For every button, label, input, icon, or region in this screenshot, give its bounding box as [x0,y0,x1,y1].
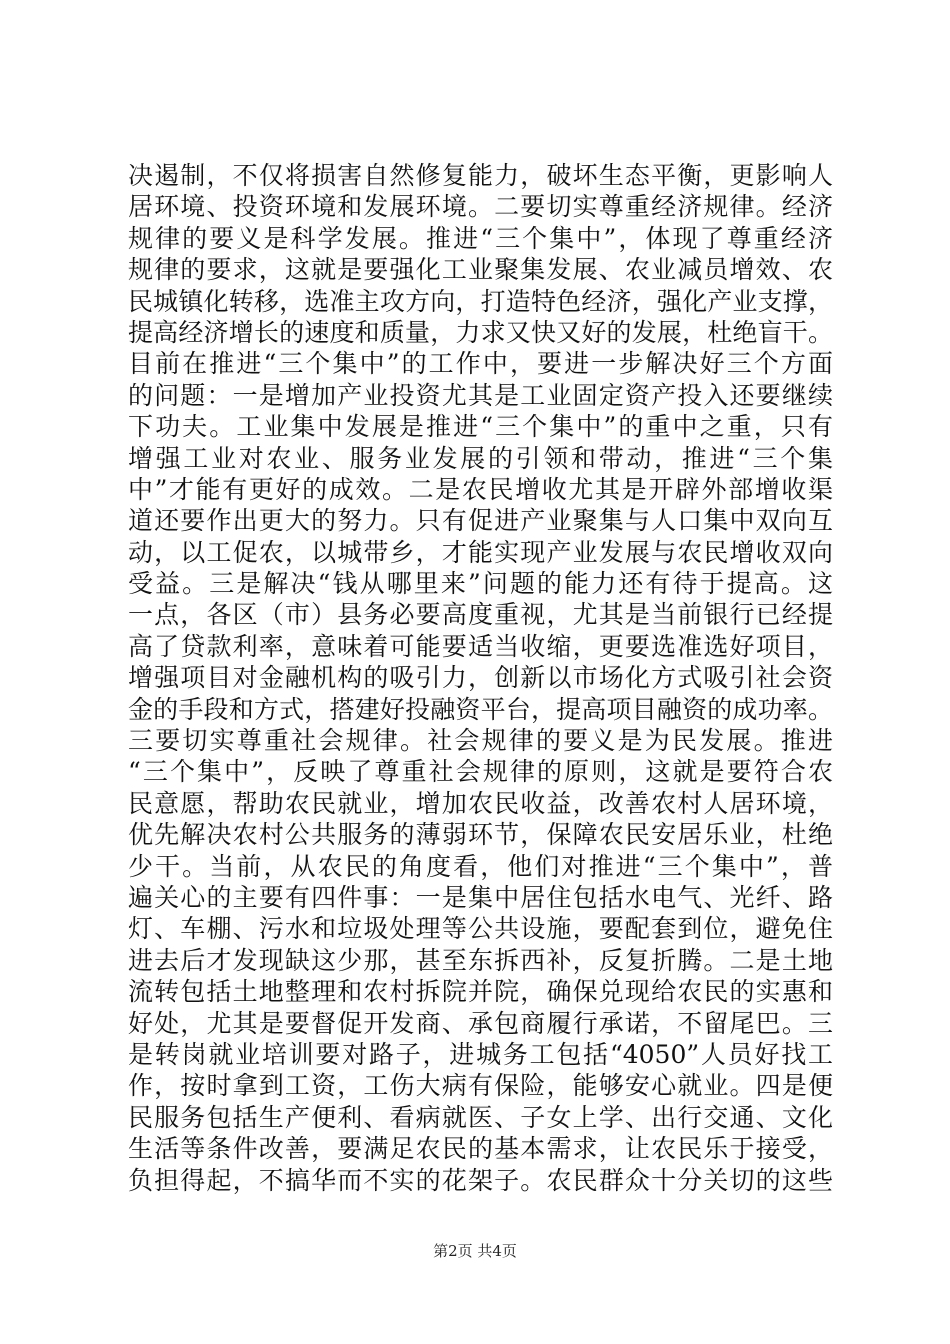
text-line: 居环境、投资环境和发展环境。二要切实尊重经济规律。经济 [128,192,833,222]
text-line: 金的手段和方式，搭建好投融资平台，提高项目融资的成功率。 [128,694,833,724]
text-line: 民意愿，帮助农民就业，增加农民收益，改善农村人居环境， [128,788,833,818]
text-line: 灯、车棚、污水和垃圾处理等公共设施，要配套到位，避免住 [128,914,833,944]
text-line: 规律的要求，这就是要强化工业聚集发展、农业减员增效、农 [128,255,833,285]
text-line: “三个集中”，反映了尊重社会规律的原则，这就是要符合农 [128,757,833,787]
text-line: 增强项目对金融机构的吸引力，创新以市场化方式吸引社会资 [128,663,833,693]
text-line: 动，以工促农，以城带乡，才能实现产业发展与农民增收双向 [128,537,833,567]
text-line: 三要切实尊重社会规律。社会规律的要义是为民发展。推进 [128,726,833,756]
page-footer: 第2页 共4页 [433,1242,517,1260]
text-line: 目前在推进“三个集中”的工作中，要进一步解决好三个方面 [128,349,833,379]
body-text [128,160,833,1196]
text-line: 提高经济增长的速度和质量，力求又快又好的发展，杜绝盲干。 [128,317,833,347]
text-line: 的问题：一是增加产业投资尤其是工业固定资产投入还要继续 [128,380,833,410]
text-line: 优先解决农村公共服务的薄弱环节，保障农民安居乐业，杜绝 [128,820,833,850]
text-line: 遍关心的主要有四件事：一是集中居住包括水电气、光纤、路 [128,882,833,912]
text-line: 流转包括土地整理和农村拆院并院，确保兑现给农民的实惠和 [128,977,833,1007]
text-line: 好处，尤其是要督促开发商、承包商履行承诺，不留尾巴。三 [128,1008,833,1038]
text-line: 作，按时拿到工资，工伤大病有保险，能够安心就业。四是便 [128,1071,833,1101]
text-line: 决遏制，不仅将损害自然修复能力，破坏生态平衡，更影响人 [128,161,833,190]
text-line: 下功夫。工业集中发展是推进“三个集中”的重中之重，只有 [128,412,833,442]
text-line: 受益。三是解决“钱从哪里来”问题的能力还有待于提高。这 [128,569,833,599]
text-line: 民服务包括生产便利、看病就医、子女上学、出行交通、文化 [128,1102,833,1132]
text-line: 规律的要义是科学发展。推进“三个集中”，体现了尊重经济 [128,223,833,253]
text-line: 高了贷款利率，意味着可能要适当收缩，更要选准选好项目， [128,631,833,661]
text-line: 增强工业对农业、服务业发展的引领和带动，推进“三个集 [128,443,833,473]
text-line: 进去后才发现缺这少那，甚至东拆西补，反复折腾。二是土地 [128,945,833,975]
text-line: 负担得起，不搞华而不实的花架子。农民群众十分关切的这些 [128,1165,833,1195]
text-line: 一点，各区（市）县务必要高度重视，尤其是当前银行已经提 [128,600,833,630]
text-line: 民城镇化转移，选准主攻方向，打造特色经济，强化产业支撑， [128,286,833,316]
text-line: 少干。当前，从农民的角度看，他们对推进“三个集中”，普 [128,851,833,881]
text-line: 生活等条件改善，要满足农民的基本需求，让农民乐于接受， [128,1134,833,1164]
text-line: 中”才能有更好的成效。二是农民增收尤其是开辟外部增收渠 [128,474,833,504]
text-line: 道还要作出更大的努力。只有促进产业聚集与人口集中双向互 [128,506,833,536]
text-line: 是转岗就业培训要对路子，进城务工包括“4050”人员好找工 [128,1039,833,1069]
